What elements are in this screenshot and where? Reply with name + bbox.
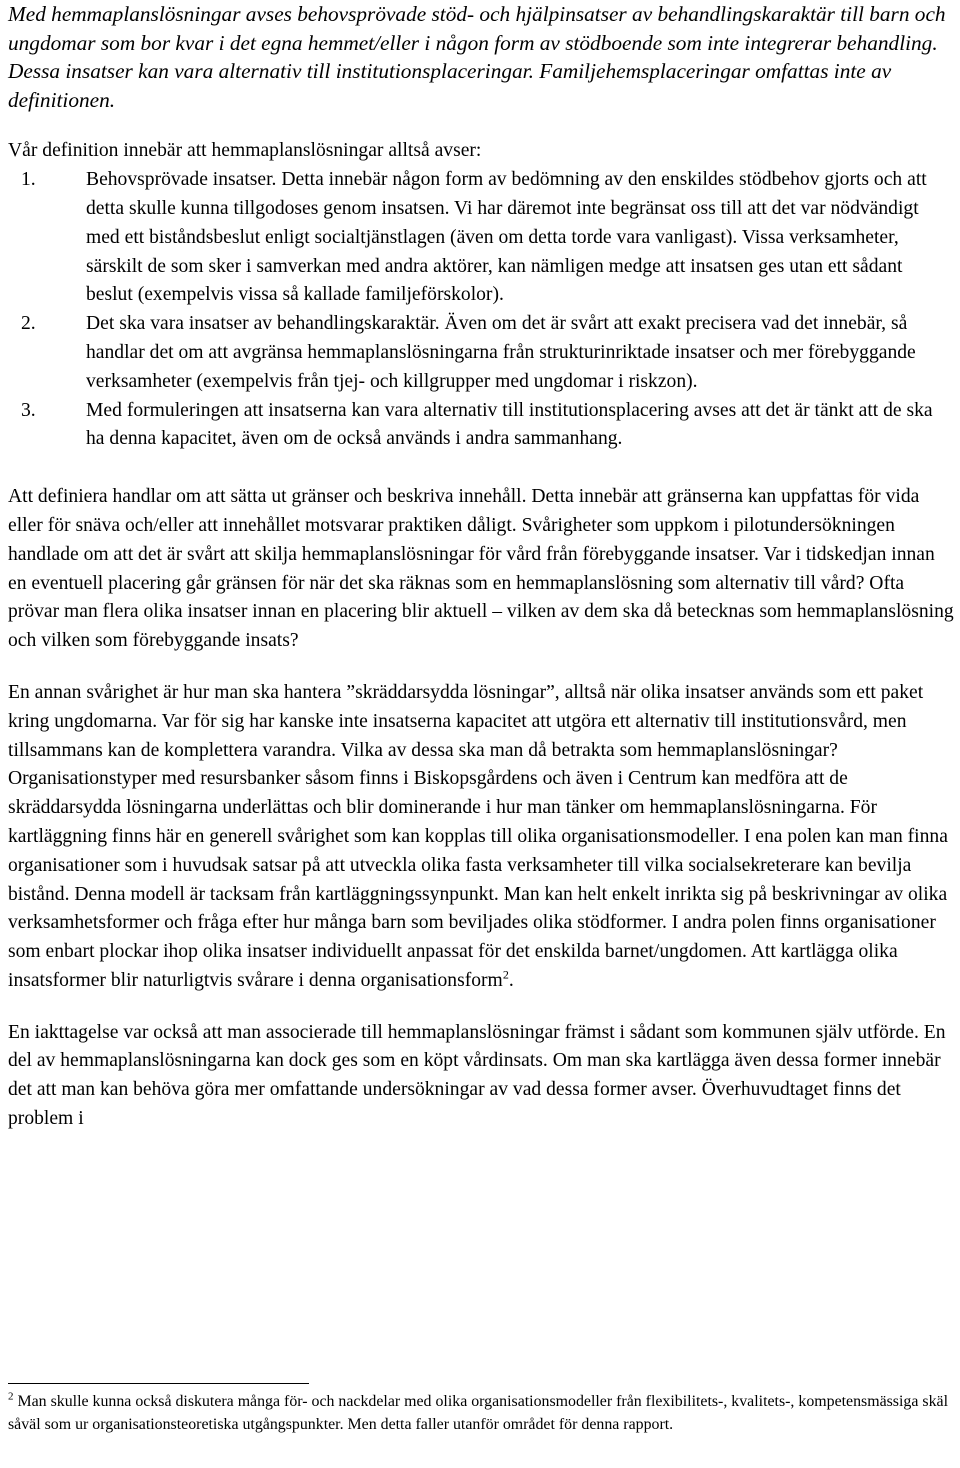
definition-item-number: 1. — [21, 169, 36, 191]
paragraph-tailored-solutions — [8, 679, 954, 996]
definition-lead: Vår definition innebär att hemmaplanslösningar alltså avser: — [8, 140, 482, 162]
paragraph-text: En annan svårighet är hur man ska hantera ”skräddarsydda lösningar”, alltså när olika insatser används som ett paket kring ungdomarna. Var för sig har kanske inte insatserna kapacitet att utgöra ett alternativ till institutionsvård, men tillsammans kan de komplettera varandra. Vilka av dessa ska man då betrakta som hemmaplanslösningar? Organisationstyper med resursbanker såsom finns i Biskopsgårdens och även i Centrum kan medföra att de skräddarsydda lösningarna underlättas och blir dominerande i hur man tänker om hemmaplanslösningarna. För kartläggning finns här en generell svårighet som kan kopplas till olika organisationsmodeller. I ena polen kan man finna organisationer som i huvudsak satsar på att utveckla olika fasta verksamheter till vilka socialsekreterare kan bevilja bistånd. Denna modell är tacksam från kartläggningssynpunkt. Man kan helt enkelt inrikta sig på beskrivningar av olika verksamhetsformer och fråga efter hur många barn som beviljades olika stödformer. I andra polen finns organisationer som enbart plockar ihop olika insatser individuellt anpassat för det enskilda barnet/ungdomen. Att kartlägga olika insatsformer blir naturligtvis svårare i denna organisationsform — [8, 681, 948, 991]
definition-item-text: Med formuleringen att insatserna kan vara alternativ till institutionsplacering avses att det är tänkt att de ska ha denna kapacitet, även om de också används i andra sammanhang. — [86, 399, 933, 450]
document-page — [8, 0, 954, 1134]
paragraph-end-period: . — [508, 969, 514, 991]
paragraph-definition-boundaries: Att definiera handlar om att sätta ut gränser och beskriva innehåll. Detta innebär att gränserna kan uppfattas för vida eller för snäva och/eller att innehållet motsvarar praktiken dåligt. Svårigheter som uppkom i pilotundersökningen handlade om att det är svårt att skilja hemmaplanslösningar för vård från förebyggande insatser. Var i tidskedjan innan en eventuell placering går gränsen för när det ska räknas som en hemmaplanslösning som alternativ till vård? Ofta prövar man flera olika insatser innan en placering blir aktuell – vilken av dem ska då betecknas som hemmaplanslösning och vilken som förebyggande insats? — [8, 486, 954, 652]
definition-item-number: 3. — [21, 399, 36, 421]
intro-italic-paragraph: Med hemmaplanslösningar avses behovsprövade stöd- och hjälpinsatser av behandlingskaraktär till barn och ungdomar som bor kvar i det egna hemmet/eller i någon form av stödboende som inte integrerar behandling. Dessa insatser kan vara alternativ till institutionsplaceringar. Familjehemsplaceringar omfattas inte av definitionen. — [8, 2, 946, 112]
footnote-number: 2 — [8, 1390, 14, 1403]
footnote-reference[interactable]: 2 — [502, 967, 509, 982]
definition-list — [8, 166, 954, 454]
footnote-divider — [8, 1383, 309, 1384]
footnote — [8, 1390, 954, 1436]
definition-item-1 — [8, 166, 954, 310]
definition-item-text: Det ska vara insatser av behandlingskaraktär. Även om det är svårt att exakt precisera vad det innebär, så handlar det om att avgränsa hemmaplanslösningarna från strukturinriktade insatser och mer förebyggande verksamheter (exempelvis från tjej- och killgrupper med ungdomar i riskzon). — [86, 313, 916, 392]
footnote-text: Man skulle kunna också diskutera många för- och nackdelar med olika organisationsmodeller från flexibilitets-, kvalitets-, kompetensmässiga skäl såväl som ur organisationsteoretiska utgångspunkter. Men detta faller utanför området för denna rapport. — [8, 1393, 948, 1433]
definition-item-3 — [8, 397, 954, 455]
definition-item-text: Behovsprövade insatser. Detta innebär någon form av bedömning av den enskildes stödbehov gjorts och att detta skulle kunna tillgodoses genom insatsen. Vi har däremot inte begränsat oss till att det var nödvändigt med ett biståndsbeslut enligt socialtjänstlagen (även om detta torde vara vanligast). Vissa verksamheter, särskilt de som sker i samverkan med andra aktörer, kan nämligen medge att insatsen ges utan ett sådant beslut (exempelvis vissa så kallade familjeförskolor). — [86, 169, 927, 306]
definition-item-number: 2. — [21, 313, 36, 335]
definition-item-2 — [8, 310, 954, 396]
paragraph-observation: En iakttagelse var också att man associerade till hemmaplanslösningar främst i sådant som kommunen själv utförde. En del av hemmaplanslösningarna kan dock ges som en köpt vårdinsats. Om man ska kartlägga även dessa former innebär det att man kan behöva göra mer omfattande undersökningar av vad dessa former avser. Överhuvudtaget finns det problem i — [8, 1021, 946, 1130]
